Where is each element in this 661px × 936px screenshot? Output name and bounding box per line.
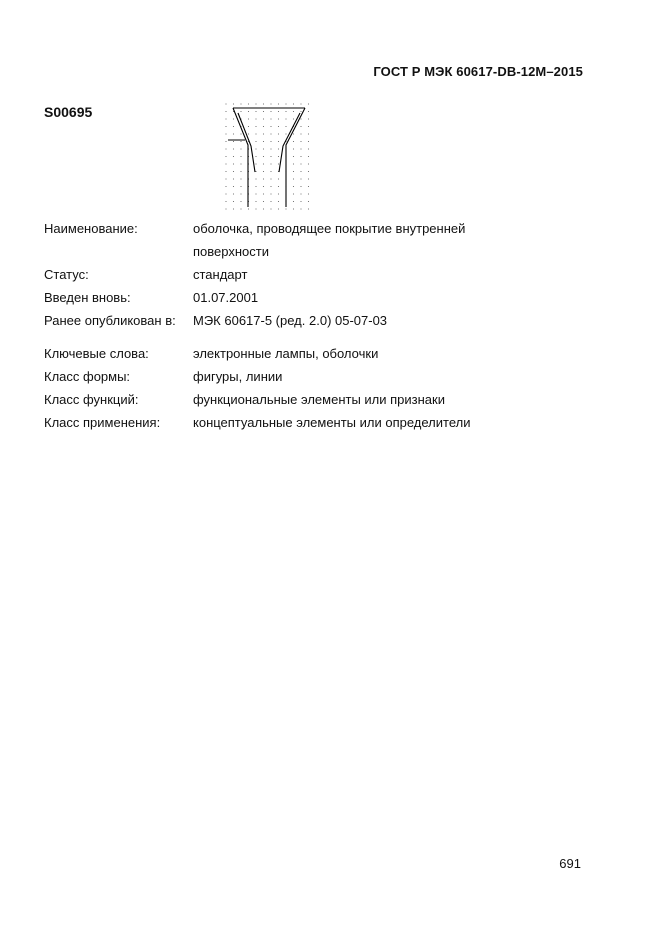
symbol-id: S00695 [44, 104, 93, 120]
field-value-line: оболочка, проводящее покрытие внутренней [193, 221, 466, 236]
field-shape-class [44, 365, 493, 388]
field-label: Ключевые слова: [44, 346, 149, 361]
outer-left-wall [233, 108, 248, 207]
field-label: Класс функций: [44, 392, 139, 407]
field-value: электронные лампы, оболочки [193, 346, 379, 361]
section-gap [44, 332, 493, 342]
field-function-class [44, 388, 493, 411]
field-value: фигуры, линии [193, 369, 283, 384]
field-introduced [44, 286, 493, 309]
field-label: Класс применения: [44, 415, 161, 430]
field-value: концептуальные элементы или определители [193, 415, 471, 430]
symbol-metadata [44, 217, 493, 434]
field-application-class [44, 411, 493, 434]
field-value: функциональные элементы или признаки [193, 392, 445, 407]
field-keywords [44, 342, 493, 365]
inner-coating-right [279, 113, 300, 172]
page-number: 691 [559, 856, 581, 871]
field-previously-published [44, 309, 493, 332]
field-status [44, 263, 493, 286]
symbol-drawing [222, 100, 316, 214]
field-label: Наименование: [44, 221, 138, 236]
field-label: Ранее опубликован в: [44, 313, 176, 328]
field-value: стандарт [193, 267, 248, 282]
field-value: МЭК 60617-5 (ред. 2.0) 05-07-03 [193, 313, 388, 328]
field-value: 01.07.2001 [193, 290, 259, 305]
field-label: Статус: [44, 267, 89, 282]
field-value [193, 217, 493, 263]
field-label: Введен вновь: [44, 290, 131, 305]
field-label: Класс формы: [44, 369, 131, 384]
document-header: ГОСТ Р МЭК 60617-DB-12M–2015 [373, 64, 583, 79]
field-name [44, 217, 493, 263]
field-value-line: поверхности [193, 244, 269, 259]
enclosure-outline [228, 108, 305, 207]
